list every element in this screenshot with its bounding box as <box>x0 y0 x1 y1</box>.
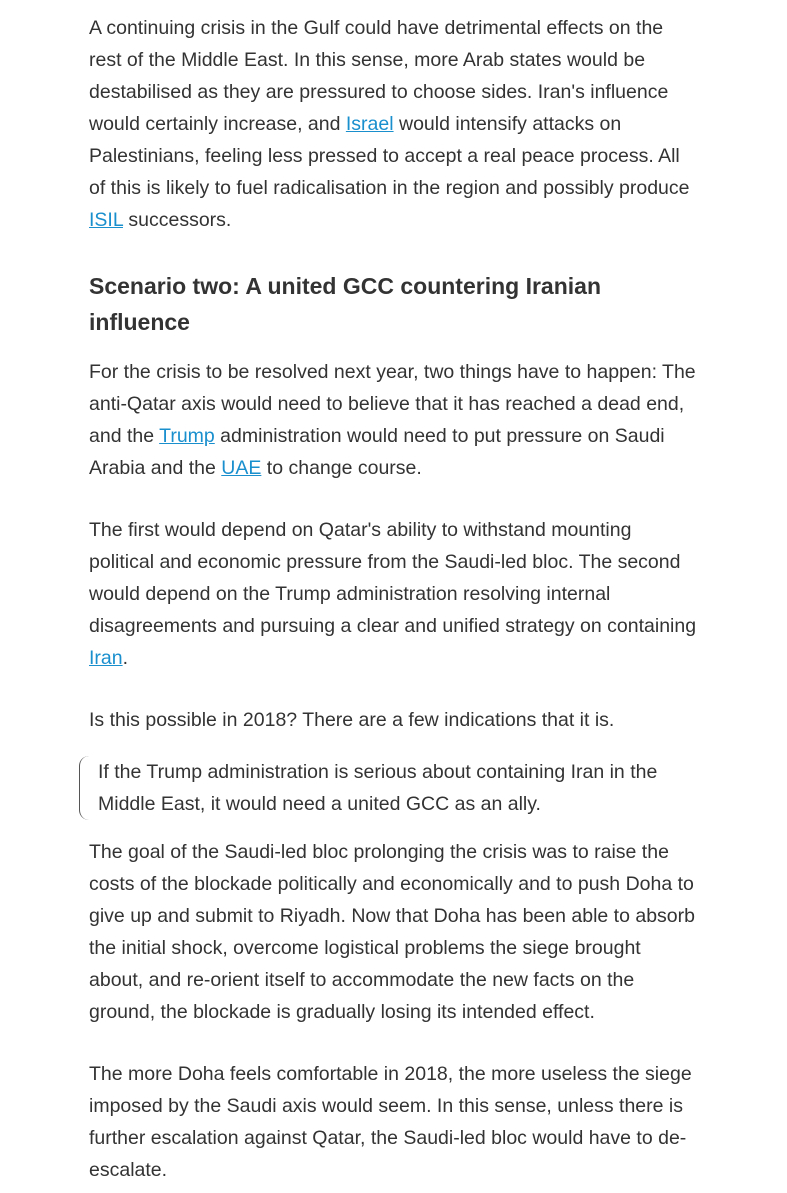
link-uae[interactable]: UAE <box>221 457 262 479</box>
pull-quote-text: If the Trump administration is serious about containing Iran in the Middle East, it would need a united GCC as an ally. <box>98 761 658 815</box>
paragraph-gulf-crisis-effects: A continuing crisis in the Gulf could have detrimental effects on the rest of the Middle East. In this sense, more Arab states would be destabilised as they are pressured to choose sides. Iran's influence would certainly increase, and Israel would intensify attacks on Palestinians, feeling less pressed to accept a real peace process. All of this is likely to fuel radicalisation in the region and possibly produce ISIL successors. <box>89 17 690 231</box>
paragraph-doha-comfortable: The more Doha feels comfortable in 2018, the more useless the siege imposed by the Saudi axis would seem. In this sense, unless there is further escalation against Qatar, the Saudi-led bloc would have to de-escalate. <box>89 1063 692 1181</box>
paragraph-saudi-goal: The goal of the Saudi-led bloc prolonging the crisis was to raise the costs of the blockade politically and economically and to push Doha to give up and submit to Riyadh. Now that Doha has been able to absorb the initial shock, overcome logistical problems the siege brought about, and re-orient itself to accommodate the new facts on the ground, the blockade is gradually losing its intended effect. <box>89 841 695 1023</box>
link-isil[interactable]: ISIL <box>89 209 123 231</box>
paragraph-crisis-resolution: For the crisis to be resolved next year, two things have to happen: The anti-Qatar axis would need to believe that it has reached a dead end, and the Trump administration would need to put pressure on Saudi Arabia and the UAE to change course. <box>89 361 696 479</box>
paragraph-qatar-ability: The first would depend on Qatar's ability to withstand mounting political and economic pressure from the Saudi-led bloc. The second would depend on the Trump administration resolving internal disagreements and pursuing a clear and unified strategy on containing Iran. <box>89 519 697 669</box>
link-trump[interactable]: Trump <box>159 425 215 447</box>
link-israel[interactable]: Israel <box>345 113 394 135</box>
paragraph-possible-2018: Is this possible in 2018? There are a few indications that it is. <box>89 709 615 731</box>
pull-quote <box>79 756 699 820</box>
section-heading-scenario-two: Scenario two: A united GCC countering Iranian influence <box>89 273 601 335</box>
link-iran[interactable]: Iran <box>89 647 123 669</box>
article-body <box>89 12 699 1186</box>
